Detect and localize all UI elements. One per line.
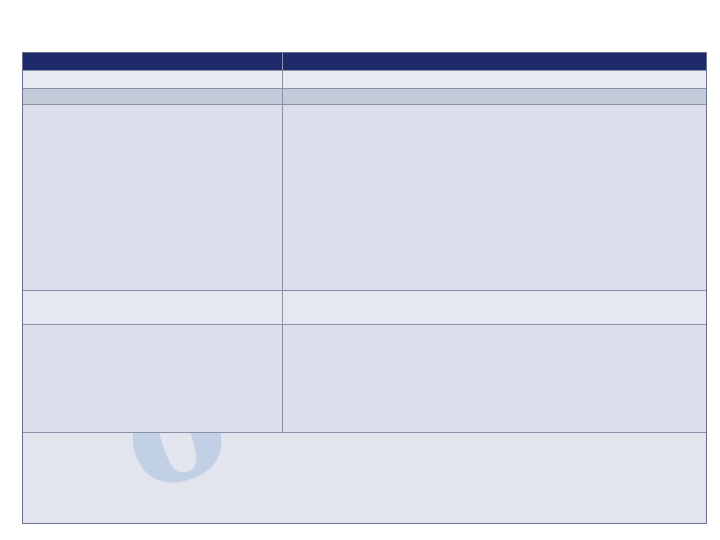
- lecture-plan-label-cell: [23, 105, 283, 291]
- learning-results-text: [283, 327, 706, 329]
- lecture-plan-list-cell: [283, 105, 706, 291]
- table-cell: [283, 71, 706, 89]
- students-count-cell: [283, 53, 706, 71]
- lesson-table: [22, 52, 707, 524]
- duration-label: [23, 53, 282, 57]
- students-count-label: [283, 53, 706, 57]
- lesson-form-row: [23, 89, 706, 105]
- duration-cell: [23, 53, 283, 71]
- lecture-plan-label: [23, 105, 282, 107]
- lesson-form-label-cell: [23, 89, 283, 105]
- table-row: [23, 71, 706, 89]
- lesson-form-value: [283, 89, 706, 91]
- lecture-plan-row: [23, 105, 706, 291]
- pedagogical-task-text: [23, 327, 282, 329]
- table-header-row: [23, 53, 706, 71]
- pedagogical-task-cell: [23, 325, 283, 433]
- table-cell: [23, 71, 283, 89]
- lesson-goal-label: [23, 291, 282, 293]
- lesson-goal-text: [283, 291, 706, 293]
- learning-results-cell: [283, 325, 706, 433]
- lesson-form-label: [23, 89, 282, 91]
- lesson-form-value-cell: [283, 89, 706, 105]
- tasks-results-row: [23, 325, 706, 433]
- lesson-goal-row: [23, 291, 706, 325]
- lesson-goal-text-cell: [283, 291, 706, 325]
- lesson-goal-label-cell: [23, 291, 283, 325]
